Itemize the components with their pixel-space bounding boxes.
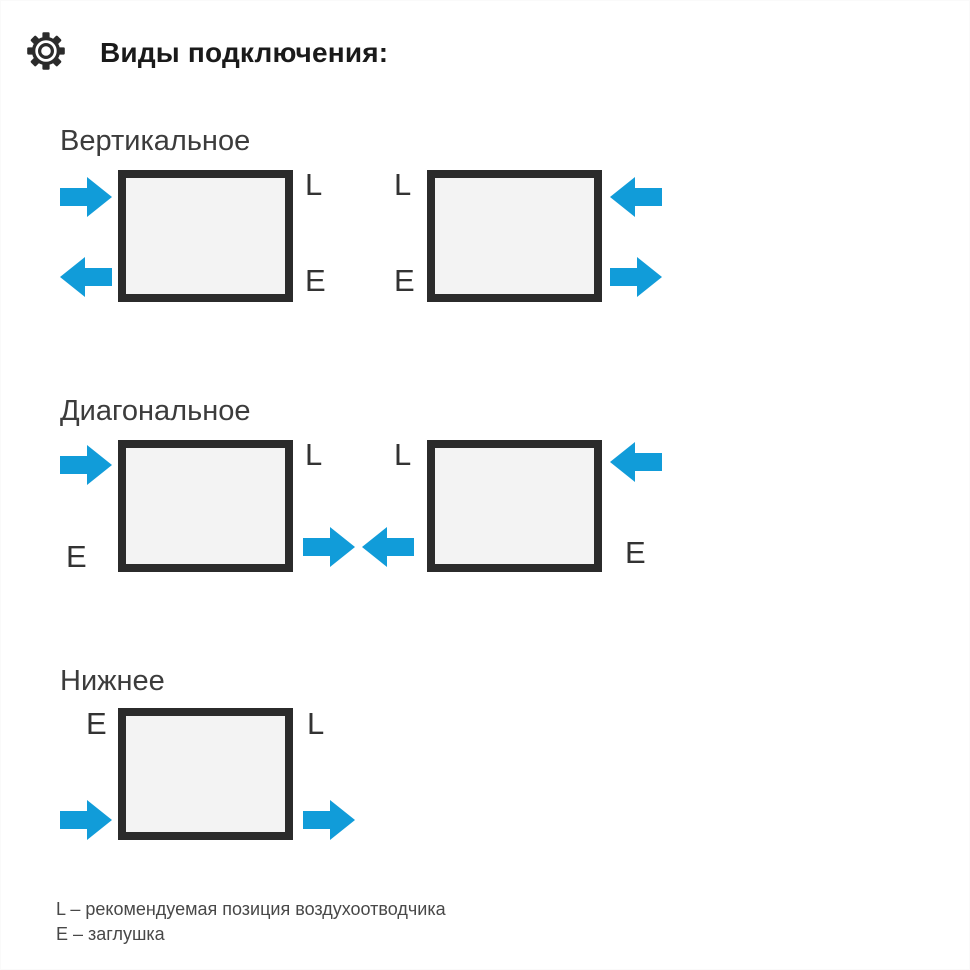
section-title-diagonal: Диагональное bbox=[60, 395, 251, 427]
flow-out-arrow-left-icon bbox=[60, 255, 112, 299]
flow-out-arrow-right-icon bbox=[303, 525, 355, 569]
port-label-e: E bbox=[86, 706, 107, 741]
flow-in-arrow-left-icon bbox=[610, 440, 662, 484]
flow-in-arrow-left-icon bbox=[610, 175, 662, 219]
radiator-body bbox=[118, 440, 293, 572]
flow-out-arrow-right-icon bbox=[303, 798, 355, 842]
port-label-l: L bbox=[305, 437, 323, 472]
radiator-body bbox=[427, 170, 602, 302]
section-title-vertical: Вертикальное bbox=[60, 125, 251, 157]
radiator-body bbox=[118, 708, 293, 840]
port-label-e: E bbox=[66, 539, 87, 574]
flow-in-arrow-right-icon bbox=[60, 443, 112, 487]
port-label-e: E bbox=[394, 263, 415, 298]
legend-line-e: E – заглушка bbox=[56, 924, 165, 944]
flow-out-arrow-right-icon bbox=[610, 255, 662, 299]
port-label-l: L bbox=[305, 167, 323, 202]
flow-out-arrow-left-icon bbox=[362, 525, 414, 569]
port-label-l: L bbox=[394, 167, 412, 202]
legend bbox=[56, 897, 446, 947]
port-label-e: E bbox=[305, 263, 326, 298]
section-title-bottom: Нижнее bbox=[60, 665, 165, 697]
port-label-l: L bbox=[307, 706, 325, 741]
port-label-l: L bbox=[394, 437, 412, 472]
radiator-body bbox=[427, 440, 602, 572]
flow-in-arrow-right-icon bbox=[60, 175, 112, 219]
page-title: Виды подключения: bbox=[100, 37, 389, 68]
gear-icon bbox=[26, 31, 66, 71]
radiator-body bbox=[118, 170, 293, 302]
flow-in-arrow-right-icon bbox=[60, 798, 112, 842]
legend-line-l: L – рекомендуемая позиция воздухоотводчика bbox=[56, 899, 446, 919]
port-label-e: E bbox=[625, 535, 646, 570]
